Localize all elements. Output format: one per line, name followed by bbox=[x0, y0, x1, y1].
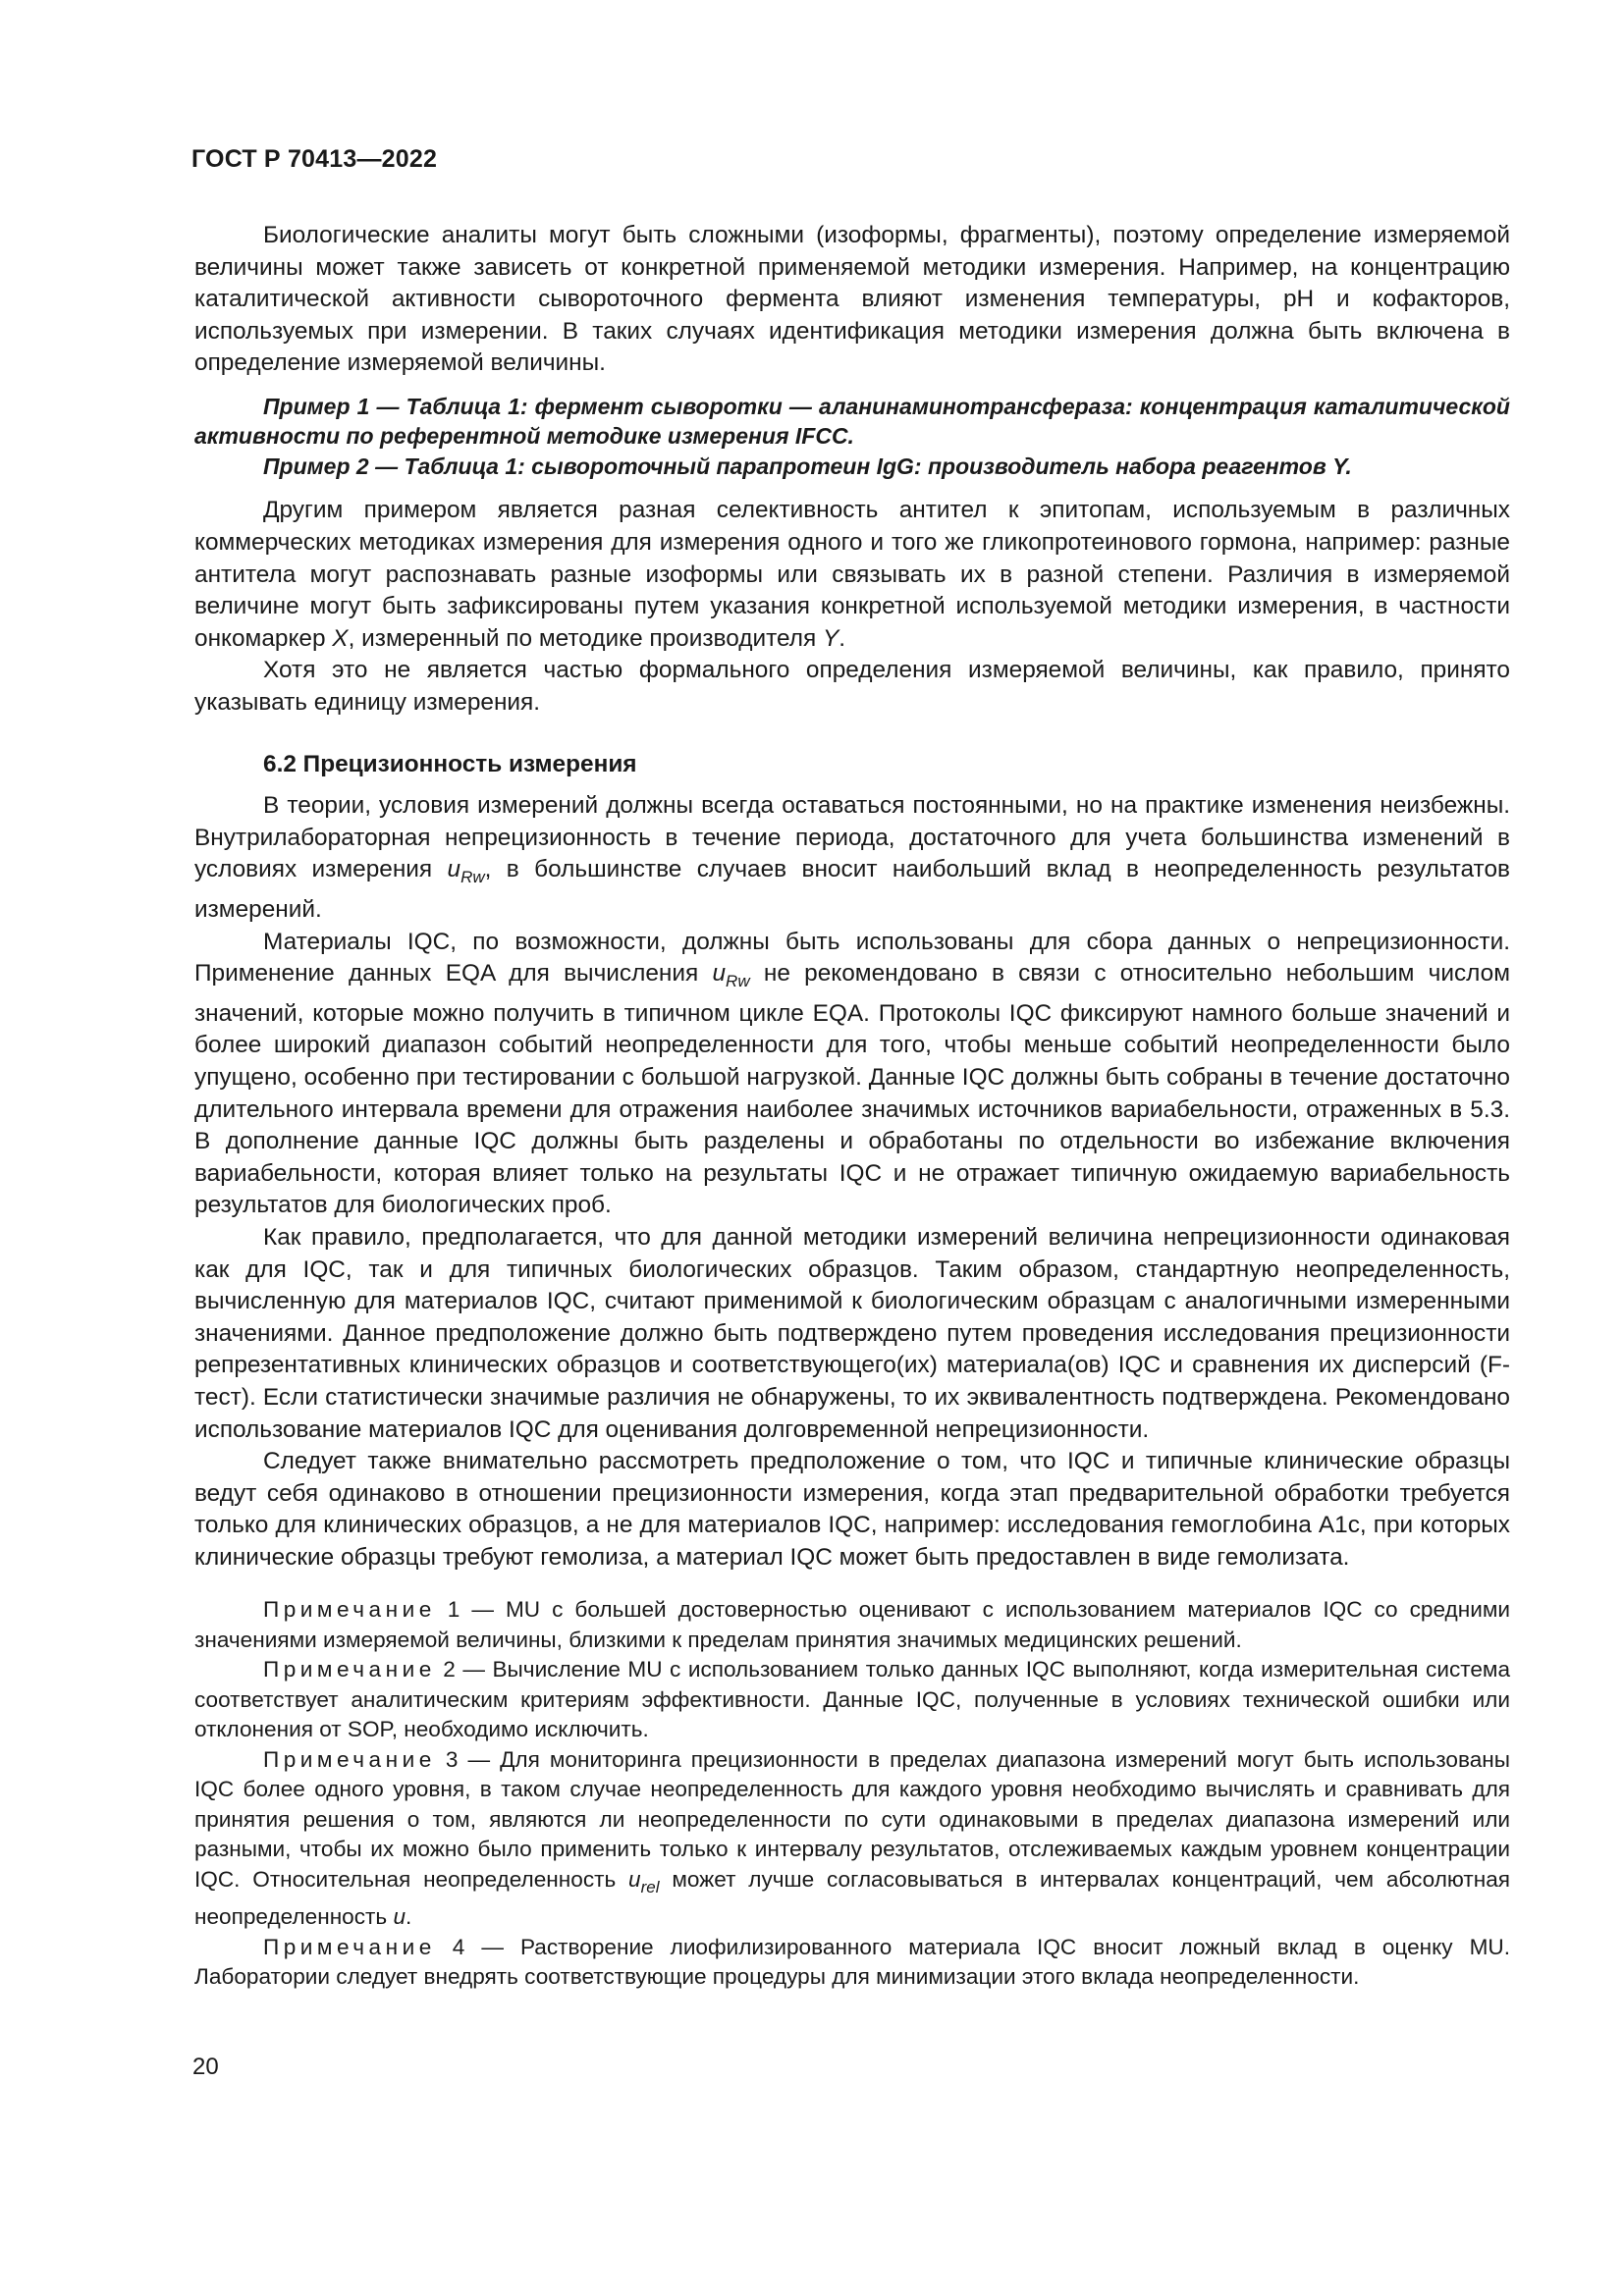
variable-y: Y bbox=[823, 624, 839, 652]
paragraph-clinical-samples: Следует также внимательно рассмотреть предположение о том, что IQC и типичные клинические образцы ведут себя одинаково в отношении прецизионности измерения, когда этап предварительной обработки требуется только для клинических образцов, а не для материалов IQC, например: исследования гемоглобина A1c, при которых клинические образцы требуют гемолиза, а материал IQC может быть предоставлен в виде гемолизата. bbox=[194, 1448, 1510, 1571]
note-1: Примечание 1 — MU с большей достоверностью оценивают с использованием материалов IQC со средними значениями измеряемой величины, близкими к пределам принятия значимых медицинских решений. bbox=[194, 1597, 1510, 1652]
paragraph-iqc-materials: Материалы IQC, по возможности, должны быть использованы для сбора данных о непрецизионности. Применение данных EQA для вычисления $u_{Rw}$ не рекомендовано в связи с относительно небольшим числом значений, которые можно получить в типичном цикле EQA. Протоколы IQC фиксируют намного больше значений и более широкий диапазон событий неопределенности для того, чтобы меньше событий неопределенности было упущено, особенно при тестировании с большой нагрузкой. Данные IQC должны быть собраны в течение достаточно длительного интервала времени для отражения наиболее значимых источников вариабельности, отраженных в 5.3. В дополнение данные IQC должны быть разделены и обработаны по отдельности во избежание включения вариабельности, которая влияет только на результаты IQC и не отражает типичную ожидаемую вариабельность результатов для биологических проб. bbox=[194, 928, 1510, 1219]
standard-header: ГОСТ Р 70413—2022 bbox=[191, 145, 438, 173]
note-3: Примечание 3 — Для мониторинга прецизионности в пределах диапазона измерений могут быть использованы IQC более одного уровня, в таком случае неопределенность для каждого уровня необходимо вычислять и сравнивать для принятия решения о том, являются ли неопределенности по сути одинаковыми в пределах диапазона измерений или разными, чтобы их можно было применить только к интервалу результатов, отслеживаемых каждым уровнем концентрации IQC. Относительная неопределенность $u_{rel}$ может лучше согласовываться в интервалах концентраций, чем абсолютная неопределенность u. bbox=[194, 1746, 1511, 1930]
example-2: Пример 2 — Таблица 1: сывороточный парапротеин IgG: производитель набора реагентов Y. bbox=[263, 453, 1352, 479]
paragraph-analytes: Биологические аналиты могут быть сложными (изоформы, фрагменты), поэтому определение измеряемой величины может также зависеть от конкретной применяемой методики измерения. Например, на концентрацию каталитической активности сывороточного фермента влияют изменения температуры, pH и кофакторов, используемых при измерении. В таких случаях идентификация методики измерения должна быть включена в определение измеряемой величины. bbox=[194, 222, 1510, 377]
variable-x: X bbox=[332, 624, 349, 652]
subscript-rel: rel bbox=[640, 1877, 660, 1896]
paragraph-assumption: Как правило, предполагается, что для данной методики измерений величина непрецизионности одинаковая как для IQC, так и для типичных биологических образцов. Таким образом, стандартную неопределенность, вычисленную для материалов IQC, считают применимой к биологическим образцам с аналогичными измеренными значениями. Данное предположение должно быть подтверждено путем проведения исследования прецизионности репрезентативных клинических образцов и соответствующего(их) материала(ов) IQC и сравнения их дисперсий (F-тест). Если статистически значимые различия не обнаружены, то их эквивалентность подтверждена. Рекомендовано использование материалов IQC для оценивания долговременной непрецизионности. bbox=[194, 1223, 1510, 1443]
subscript-rw: Rw bbox=[460, 868, 485, 887]
examples-block bbox=[194, 392, 1510, 482]
paragraph-antibodies: Другим примером является разная селективность антител к эпитопам, используемым в различных коммерческих методиках измерения для измерения одного и того же гликопротеинового гормона, например: разные антитела могут распознавать разные изоформы или связывать их в разной степени. Различия в измеряемой величине могут быть зафиксированы путем указания конкретной используемой методики измерения, в частности онкомаркер X, измеренный по методике производителя Y. bbox=[194, 497, 1510, 652]
symbol-u: u bbox=[712, 960, 727, 988]
note-2: Примечание 2 — Вычисление MU с использованием только данных IQC выполняют, когда измерительная система соответствует аналитическим критериям эффективности. Данные IQC, полученные в условиях технической ошибки или отклонения от SOP, необходимо исключить. bbox=[194, 1657, 1511, 1742]
page-number: 20 bbox=[192, 2054, 219, 2080]
symbol-u: u bbox=[628, 1866, 641, 1892]
section-title: 6.2 Прецизионность измерения bbox=[263, 750, 637, 777]
symbol-u: u bbox=[393, 1904, 406, 1930]
note-4: Примечание 4 — Растворение лиофилизированного материала IQC вносит ложный вклад в оценку MU. Лаборатории следует внедрять соответствующие процедуры для минимизации этого вклада неопределенности. bbox=[194, 1934, 1510, 1990]
notes-block bbox=[194, 1595, 1510, 1993]
symbol-u: u bbox=[447, 856, 461, 883]
subscript-rw: Rw bbox=[726, 972, 750, 991]
paragraph-conditions: В теории, условия измерений должны всегда оставаться постоянными, но на практике изменения неизбежны. Внутрилабораторная непрецизионность в течение периода, достаточного для учета большинства изменений в условиях измерения $u_{Rw}$, в большинстве случаев вносит наибольший вклад в неопределенность результатов измерений. bbox=[194, 792, 1510, 923]
paragraph-units: Хотя это не является частью формального определения измеряемой величины, как правило, принято указывать единицу измерения. bbox=[194, 657, 1510, 717]
document-body bbox=[194, 220, 1510, 1993]
example-1: Пример 1 — Таблица 1: фермент сыворотки — аланинаминотрансфераза: концентрация каталитической активности по референтной методике измерения IFCC. bbox=[194, 393, 1510, 450]
